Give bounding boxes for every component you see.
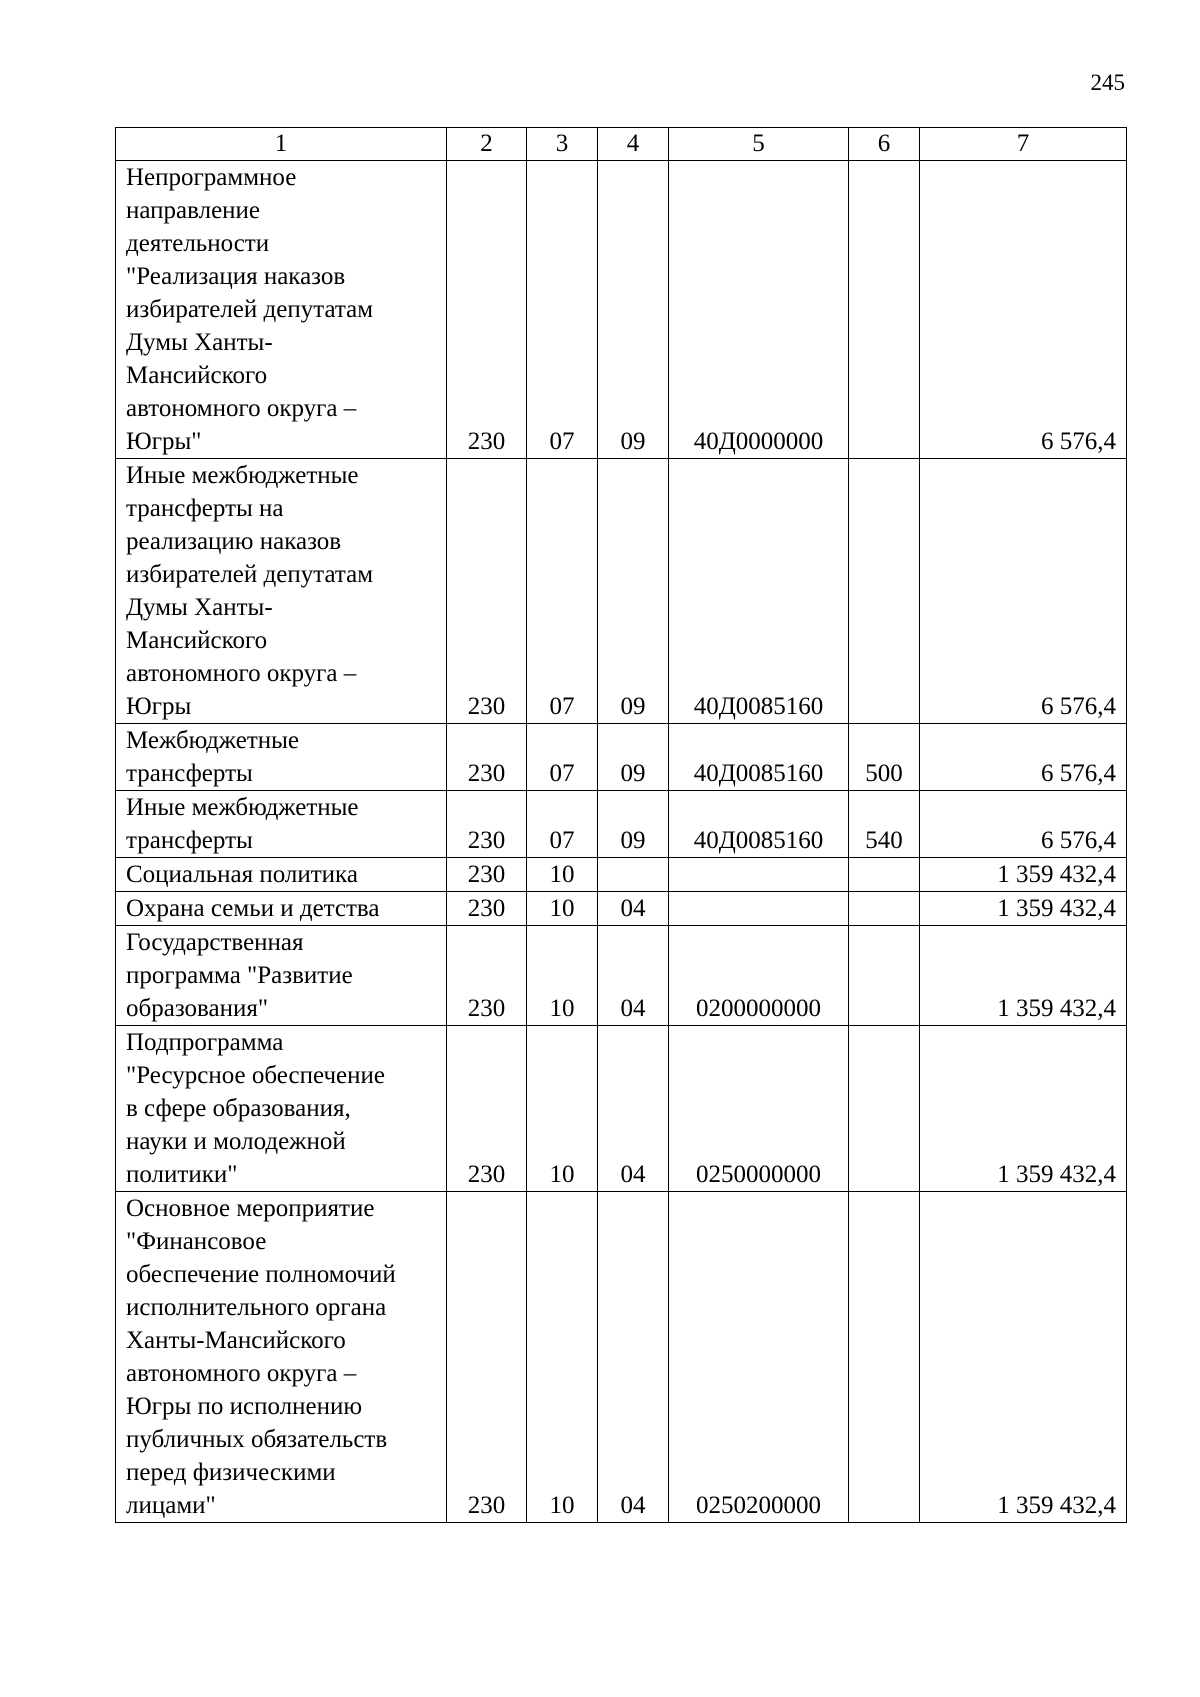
row-ministry-code: 230 [447,926,527,1026]
row-expense-type [849,161,920,459]
row-ministry-code: 230 [447,1026,527,1192]
row-ministry-code: 230 [447,1192,527,1523]
row-amount: 1 359 432,4 [920,1026,1127,1192]
table-row [116,1026,1127,1192]
row-amount: 1 359 432,4 [920,1192,1127,1523]
row-section-code: 10 [527,1026,598,1192]
row-subsection-code: 09 [598,791,669,858]
table-row [116,724,1127,791]
table-row [116,161,1127,459]
row-name-cell: Непрограммное направление деятельности "Реализация наказов избирателей депутатам Думы Ханты- Мансийского автономного округа – Югры" [116,161,447,459]
row-name-cell: Иные межбюджетные трансферты [116,791,447,858]
row-name-cell: Охрана семьи и детства [116,892,447,926]
row-subsection-code [598,858,669,892]
row-amount: 1 359 432,4 [920,926,1127,1026]
header-cell-col2: 2 [447,128,527,161]
header-cell-col4: 4 [598,128,669,161]
row-name-cell: Подпрограмма "Ресурсное обеспечение в сфере образования, науки и молодежной политики" [116,1026,447,1192]
row-target-article: 0200000000 [669,926,849,1026]
row-name-cell: Межбюджетные трансферты [116,724,447,791]
row-ministry-code: 230 [447,858,527,892]
row-subsection-code: 09 [598,724,669,791]
row-ministry-code: 230 [447,459,527,724]
row-name-cell: Социальная политика [116,858,447,892]
header-cell-col7: 7 [920,128,1127,161]
row-name-cell: Государственная программа "Развитие образования" [116,926,447,1026]
row-expense-type: 540 [849,791,920,858]
row-target-article: 40Д0085160 [669,791,849,858]
header-cell-col3: 3 [527,128,598,161]
budget-table [115,127,1127,1523]
row-subsection-code: 04 [598,1192,669,1523]
row-name-cell: Основное мероприятие "Финансовое обеспечение полномочий исполнительного органа Ханты-Мансийского автономного округа – Югры по исполнению публичных обязательств перед физическими лицами" [116,1192,447,1523]
row-amount: 6 576,4 [920,459,1127,724]
row-expense-type [849,858,920,892]
row-subsection-code: 09 [598,459,669,724]
table-header-row [116,128,1127,161]
row-section-code: 10 [527,858,598,892]
row-ministry-code: 230 [447,161,527,459]
row-expense-type [849,1026,920,1192]
row-section-code: 07 [527,791,598,858]
header-cell-col6: 6 [849,128,920,161]
row-target-article: 0250000000 [669,1026,849,1192]
row-section-code: 10 [527,1192,598,1523]
row-target-article: 0250200000 [669,1192,849,1523]
row-amount: 1 359 432,4 [920,892,1127,926]
header-cell-col1: 1 [116,128,447,161]
row-section-code: 10 [527,926,598,1026]
row-subsection-code: 04 [598,1026,669,1192]
row-ministry-code: 230 [447,791,527,858]
row-target-article [669,892,849,926]
row-target-article [669,858,849,892]
row-expense-type [849,459,920,724]
row-amount: 1 359 432,4 [920,858,1127,892]
row-section-code: 07 [527,459,598,724]
table-row [116,1192,1127,1523]
row-name-cell: Иные межбюджетные трансферты на реализацию наказов избирателей депутатам Думы Ханты- Мансийского автономного округа – Югры [116,459,447,724]
row-section-code: 07 [527,161,598,459]
row-ministry-code: 230 [447,724,527,791]
row-subsection-code: 04 [598,926,669,1026]
row-ministry-code: 230 [447,892,527,926]
row-expense-type: 500 [849,724,920,791]
row-target-article: 40Д0085160 [669,459,849,724]
table-row [116,926,1127,1026]
table-row [116,892,1127,926]
table-row [116,858,1127,892]
row-section-code: 07 [527,724,598,791]
row-amount: 6 576,4 [920,724,1127,791]
row-amount: 6 576,4 [920,791,1127,858]
row-target-article: 40Д0085160 [669,724,849,791]
row-section-code: 10 [527,892,598,926]
table-row [116,791,1127,858]
page-number: 245 [1090,70,1125,95]
header-cell-col5: 5 [669,128,849,161]
row-subsection-code: 04 [598,892,669,926]
row-subsection-code: 09 [598,161,669,459]
row-expense-type [849,926,920,1026]
row-expense-type [849,892,920,926]
table-row [116,459,1127,724]
row-amount: 6 576,4 [920,161,1127,459]
row-target-article: 40Д0000000 [669,161,849,459]
row-expense-type [849,1192,920,1523]
